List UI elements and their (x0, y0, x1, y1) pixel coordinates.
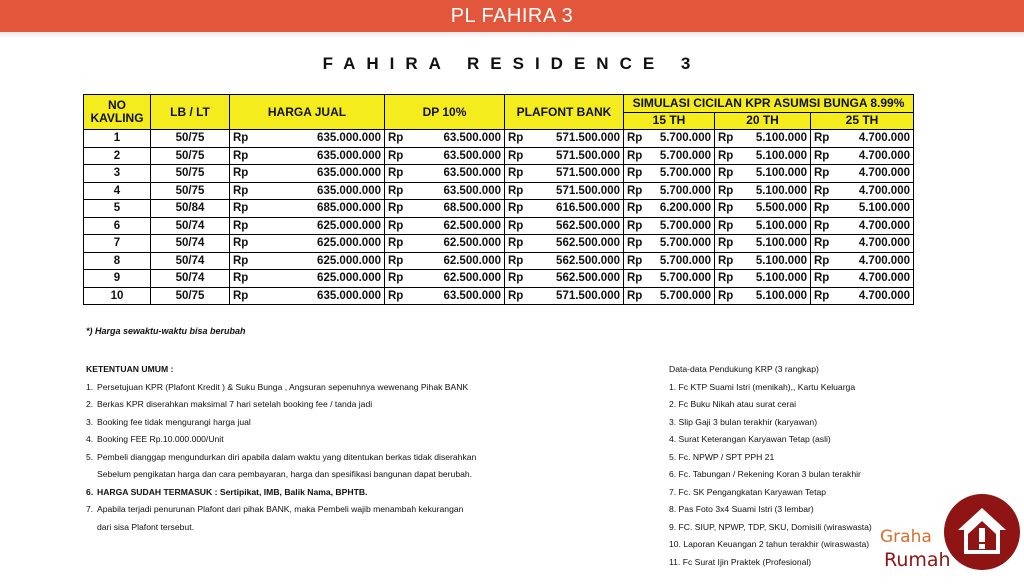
cell-harga-jual: 625.000.000 (254, 252, 385, 270)
app-header-title: PL FAHIRA 3 (0, 0, 1024, 32)
cell-currency: Rp (811, 270, 841, 288)
table-row (84, 252, 914, 270)
cell-currency: Rp (230, 130, 254, 148)
cell-currency: Rp (230, 287, 254, 305)
terms-item-text: Booking fee tidak mengurangi harga jual (97, 416, 251, 427)
terms-item (86, 396, 586, 414)
cell-currency: Rp (624, 182, 652, 200)
support-docs-item: 5. Fc. NPWP / SPT PPH 21 (669, 451, 775, 462)
cell-cicilan-15th: 5.700.000 (652, 130, 715, 148)
terms-item-number: 4. (86, 434, 94, 444)
cell-cicilan-20th: 5.100.000 (745, 287, 811, 305)
cell-currency: Rp (385, 217, 415, 235)
cell-harga-jual: 625.000.000 (254, 217, 385, 235)
table-row (84, 200, 914, 218)
cell-currency: Rp (385, 200, 415, 218)
cell-harga-jual: 635.000.000 (254, 130, 385, 148)
cell-currency: Rp (505, 200, 535, 218)
cell-plafont-bank: 571.500.000 (535, 182, 624, 200)
cell-cicilan-20th: 5.100.000 (745, 182, 811, 200)
cell-plafont-bank: 571.500.000 (535, 130, 624, 148)
cell-currency: Rp (624, 287, 652, 305)
cell-currency: Rp (811, 252, 841, 270)
cell-plafont-bank: 571.500.000 (535, 287, 624, 305)
cell-dp: 62.500.000 (415, 235, 505, 253)
terms-item (86, 449, 586, 467)
cell-cicilan-25th: 4.700.000 (841, 252, 914, 270)
support-docs-item: 9. FC. SIUP, NPWP, TDP, SKU, Domisili (wiraswasta) (669, 521, 872, 532)
terms-title: KETENTUAN UMUM : (86, 364, 174, 374)
cell-currency: Rp (715, 200, 745, 218)
cell-cicilan-20th: 5.100.000 (745, 217, 811, 235)
cell-lb-lt: 50/74 (151, 235, 230, 253)
cell-currency: Rp (385, 287, 415, 305)
terms-item-text: Booking FEE Rp.10.000.000/Unit (97, 434, 224, 444)
cell-lb-lt: 50/75 (151, 182, 230, 200)
terms-item (86, 431, 586, 449)
cell-lb-lt: 50/75 (151, 287, 230, 305)
cell-currency: Rp (715, 217, 745, 235)
terms-item-text: dari sisa Plafont tersebut. (97, 521, 194, 532)
cell-currency: Rp (624, 165, 652, 183)
terms-item (86, 484, 586, 502)
cell-currency: Rp (230, 200, 254, 218)
terms-item (86, 519, 586, 537)
cell-currency: Rp (624, 235, 652, 253)
cell-currency: Rp (624, 200, 652, 218)
cell-currency: Rp (385, 182, 415, 200)
cell-no-kavling: 5 (84, 200, 151, 218)
cell-cicilan-20th: 5.100.000 (745, 130, 811, 148)
cell-currency: Rp (385, 235, 415, 253)
cell-cicilan-15th: 5.700.000 (652, 287, 715, 305)
terms-item (86, 379, 586, 397)
terms-item (86, 466, 586, 484)
table-row (84, 147, 914, 165)
cell-harga-jual: 635.000.000 (254, 165, 385, 183)
house-icon (944, 494, 1020, 570)
watermark-text-graha: Graha (880, 527, 932, 547)
cell-currency: Rp (811, 217, 841, 235)
cell-currency: Rp (385, 147, 415, 165)
cell-currency: Rp (811, 130, 841, 148)
cell-currency: Rp (230, 270, 254, 288)
cell-currency: Rp (811, 235, 841, 253)
cell-plafont-bank: 616.500.000 (535, 200, 624, 218)
cell-currency: Rp (811, 165, 841, 183)
cell-dp: 63.500.000 (415, 147, 505, 165)
terms-item-text: Persetujuan KPR (Plafont Kredit ) & Suku Bunga , Angsuran sepenuhnya wewenang Pihak BANK (97, 381, 469, 392)
cell-cicilan-20th: 5.100.000 (745, 270, 811, 288)
table-row (84, 182, 914, 200)
support-docs-item: 7. Fc. SK Pengangkatan Karyawan Tetap (669, 486, 827, 497)
cell-cicilan-15th: 5.700.000 (652, 182, 715, 200)
cell-currency: Rp (505, 217, 535, 235)
cell-currency: Rp (230, 235, 254, 253)
cell-currency: Rp (505, 165, 535, 183)
cell-lb-lt: 50/75 (151, 147, 230, 165)
cell-cicilan-25th: 4.700.000 (841, 235, 914, 253)
cell-no-kavling: 6 (84, 217, 151, 235)
cell-currency: Rp (811, 182, 841, 200)
cell-cicilan-25th: 5.100.000 (841, 200, 914, 218)
cell-cicilan-15th: 5.700.000 (652, 165, 715, 183)
header-dp: DP 10% (385, 95, 505, 130)
cell-cicilan-25th: 4.700.000 (841, 287, 914, 305)
cell-currency: Rp (811, 287, 841, 305)
header-25th: 25 TH (811, 112, 914, 130)
cell-currency: Rp (505, 235, 535, 253)
terms-item-number: 1. (86, 381, 94, 392)
cell-no-kavling: 1 (84, 130, 151, 148)
terms-item-text: Berkas KPR diserahkan maksimal 7 hari setelah booking fee / tanda jadi (97, 399, 373, 409)
table-row (84, 217, 914, 235)
cell-cicilan-25th: 4.700.000 (841, 217, 914, 235)
terms-item (86, 414, 586, 432)
price-table-body (84, 130, 914, 305)
header-20th: 20 TH (715, 112, 811, 130)
cell-currency: Rp (230, 252, 254, 270)
table-row (84, 287, 914, 305)
cell-currency: Rp (385, 130, 415, 148)
cell-harga-jual: 625.000.000 (254, 235, 385, 253)
cell-currency: Rp (505, 270, 535, 288)
header-harga-jual: HARGA JUAL (230, 95, 385, 130)
cell-dp: 62.500.000 (415, 252, 505, 270)
terms-item-text: Pembeli dianggap mengundurkan diri apabila dalam waktu yang ditentukan berkas tidak diserahkan (97, 451, 477, 462)
cell-cicilan-20th: 5.100.000 (745, 235, 811, 253)
cell-currency: Rp (811, 147, 841, 165)
cell-currency: Rp (505, 252, 535, 270)
support-docs-item: 8. Pas Foto 3x4 Suami Istri (3 lembar) (669, 504, 814, 514)
table-row (84, 270, 914, 288)
header-no-kavling: NO KAVLING (84, 95, 151, 130)
document-title: FAHIRA RESIDENCE 3 (322, 54, 702, 73)
cell-currency: Rp (505, 147, 535, 165)
watermark-text-rumah: Rumah (884, 549, 951, 571)
cell-dp: 63.500.000 (415, 130, 505, 148)
terms-item-number: 5. (86, 451, 94, 462)
support-docs-item: 2. Fc Buku Nikah atau surat cerai (669, 399, 797, 409)
terms-item-number: 2. (86, 399, 94, 409)
terms-section (86, 361, 586, 536)
cell-currency: Rp (230, 147, 254, 165)
cell-cicilan-20th: 5.100.000 (745, 147, 811, 165)
cell-currency: Rp (715, 235, 745, 253)
cell-cicilan-15th: 5.700.000 (652, 252, 715, 270)
cell-harga-jual: 635.000.000 (254, 287, 385, 305)
cell-cicilan-15th: 5.700.000 (652, 217, 715, 235)
support-docs-item: 1. Fc KTP Suami Istri (menikah),, Kartu Keluarga (669, 381, 856, 392)
terms-item (86, 501, 586, 519)
cell-currency: Rp (624, 270, 652, 288)
cell-lb-lt: 50/74 (151, 270, 230, 288)
support-docs-item: 6. Fc. Tabungan / Rekening Koran 3 bulan terakhir (669, 469, 861, 479)
cell-plafont-bank: 562.500.000 (535, 252, 624, 270)
cell-cicilan-15th: 6.200.000 (652, 200, 715, 218)
price-table (83, 94, 914, 305)
graha-rumah-logo (944, 494, 1020, 570)
cell-no-kavling: 8 (84, 252, 151, 270)
terms-item-text: Sebelum pengikatan harga dan cara pembayaran, harga dan spesifikasi bangunan dapat berubah. (97, 469, 473, 479)
header-plafont-bank: PLAFONT BANK (505, 95, 624, 130)
cell-currency: Rp (505, 130, 535, 148)
cell-plafont-bank: 562.500.000 (535, 270, 624, 288)
cell-plafont-bank: 562.500.000 (535, 235, 624, 253)
table-row (84, 165, 914, 183)
table-row (84, 235, 914, 253)
support-docs-item: 3. Slip Gaji 3 bulan terakhir (karyawan) (669, 416, 818, 427)
cell-lb-lt: 50/74 (151, 217, 230, 235)
support-docs-item: 4. Surat Keterangan Karyawan Tetap (asli) (669, 434, 831, 444)
cell-currency: Rp (624, 217, 652, 235)
cell-harga-jual: 635.000.000 (254, 182, 385, 200)
cell-cicilan-25th: 4.700.000 (841, 270, 914, 288)
cell-harga-jual: 685.000.000 (254, 200, 385, 218)
cell-lb-lt: 50/74 (151, 252, 230, 270)
terms-item-text: Apabila terjadi penurunan Plafont dari pihak BANK, maka Pembeli wajib menambah kekurangan (97, 504, 464, 514)
cell-plafont-bank: 571.500.000 (535, 147, 624, 165)
support-docs-title: Data-data Pendukung KRP (3 rangkap) (669, 364, 819, 374)
cell-no-kavling: 7 (84, 235, 151, 253)
cell-dp: 63.500.000 (415, 165, 505, 183)
terms-list (86, 379, 586, 537)
cell-no-kavling: 10 (84, 287, 151, 305)
cell-plafont-bank: 562.500.000 (535, 217, 624, 235)
support-docs-list (669, 379, 909, 572)
cell-cicilan-25th: 4.700.000 (841, 165, 914, 183)
cell-harga-jual: 625.000.000 (254, 270, 385, 288)
cell-cicilan-25th: 4.700.000 (841, 147, 914, 165)
cell-currency: Rp (811, 200, 841, 218)
terms-item-number: 3. (86, 416, 94, 427)
cell-currency: Rp (624, 130, 652, 148)
cell-no-kavling: 3 (84, 165, 151, 183)
cell-currency: Rp (385, 252, 415, 270)
cell-currency: Rp (385, 270, 415, 288)
cell-currency: Rp (715, 252, 745, 270)
support-docs-section (669, 361, 909, 571)
cell-currency: Rp (624, 252, 652, 270)
cell-currency: Rp (715, 147, 745, 165)
cell-currency: Rp (715, 130, 745, 148)
table-row (84, 130, 914, 148)
cell-currency: Rp (385, 165, 415, 183)
header-shadow (0, 32, 1024, 38)
cell-currency: Rp (230, 217, 254, 235)
header-15th: 15 TH (624, 112, 715, 130)
cell-dp: 62.500.000 (415, 217, 505, 235)
support-docs-item: 10. Laporan Keuangan 2 tahun terakhir (wiraswasta) (669, 539, 870, 549)
cell-currency: Rp (715, 287, 745, 305)
cell-cicilan-20th: 5.500.000 (745, 200, 811, 218)
cell-cicilan-15th: 5.700.000 (652, 235, 715, 253)
cell-lb-lt: 50/75 (151, 130, 230, 148)
support-docs-item: 11. Fc Surat Ijin Praktek (Profesional) (669, 556, 812, 567)
cell-cicilan-25th: 4.700.000 (841, 130, 914, 148)
header-simulasi: SIMULASI CICILAN KPR ASUMSI BUNGA 8.99% (624, 95, 914, 113)
cell-cicilan-15th: 5.700.000 (652, 270, 715, 288)
cell-currency: Rp (624, 147, 652, 165)
cell-lb-lt: 50/84 (151, 200, 230, 218)
cell-lb-lt: 50/75 (151, 165, 230, 183)
cell-no-kavling: 4 (84, 182, 151, 200)
cell-plafont-bank: 571.500.000 (535, 165, 624, 183)
cell-dp: 62.500.000 (415, 270, 505, 288)
cell-currency: Rp (505, 287, 535, 305)
terms-item-text: HARGA SUDAH TERMASUK : Sertipikat, IMB, Balik Nama, BPHTB. (97, 486, 368, 497)
cell-cicilan-15th: 5.700.000 (652, 147, 715, 165)
cell-currency: Rp (715, 182, 745, 200)
cell-cicilan-20th: 5.100.000 (745, 165, 811, 183)
cell-no-kavling: 2 (84, 147, 151, 165)
terms-item-number: 6. (86, 486, 94, 497)
cell-currency: Rp (505, 182, 535, 200)
cell-dp: 63.500.000 (415, 182, 505, 200)
header-lb-lt: LB / LT (151, 95, 230, 130)
cell-harga-jual: 635.000.000 (254, 147, 385, 165)
cell-currency: Rp (230, 165, 254, 183)
cell-cicilan-20th: 5.100.000 (745, 252, 811, 270)
cell-dp: 68.500.000 (415, 200, 505, 218)
cell-currency: Rp (715, 165, 745, 183)
cell-currency: Rp (230, 182, 254, 200)
cell-cicilan-25th: 4.700.000 (841, 182, 914, 200)
cell-currency: Rp (715, 270, 745, 288)
cell-no-kavling: 9 (84, 270, 151, 288)
cell-dp: 63.500.000 (415, 287, 505, 305)
terms-item-number: 7. (86, 504, 94, 514)
price-note: *) Harga sewaktu-waktu bisa berubah (86, 326, 246, 336)
